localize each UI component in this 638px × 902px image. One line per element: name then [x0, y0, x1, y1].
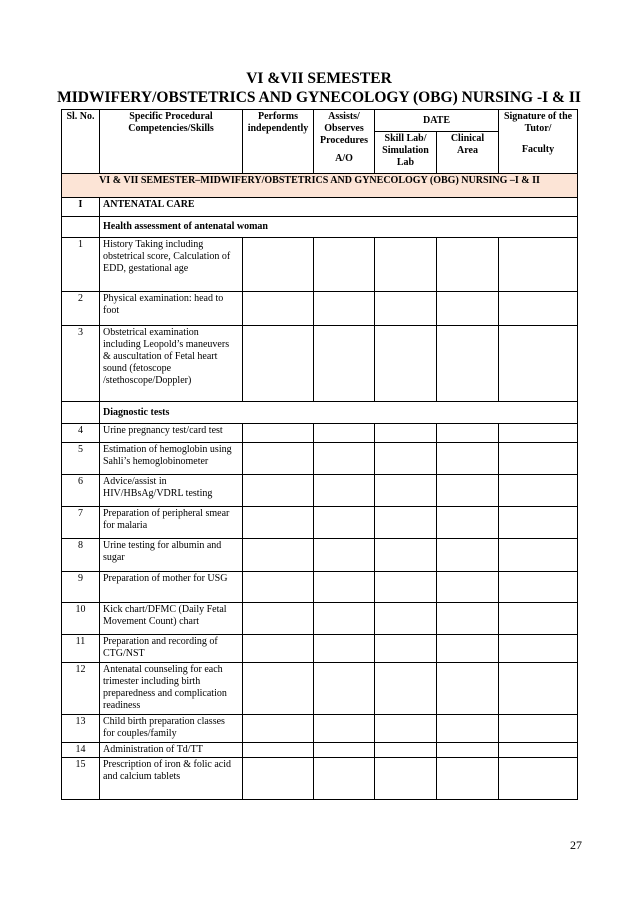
row-competency: Child birth preparation classes for couples/family	[100, 715, 243, 743]
signature-cell[interactable]	[499, 758, 578, 800]
row-competency: Preparation and recording of CTG/NST	[100, 635, 243, 663]
performs-cell[interactable]	[243, 539, 314, 572]
empty-cell	[62, 402, 100, 424]
row-number: 2	[62, 292, 100, 326]
subhead-row	[62, 402, 578, 424]
row-number: 14	[62, 743, 100, 758]
row-number: 10	[62, 603, 100, 635]
performs-cell[interactable]	[243, 424, 314, 443]
skill-lab-date-cell[interactable]	[375, 635, 437, 663]
row-number: 7	[62, 507, 100, 539]
clinical-date-cell[interactable]	[437, 424, 499, 443]
header-assists-code: A/O	[335, 153, 353, 164]
row-number: 12	[62, 663, 100, 715]
performs-cell[interactable]	[243, 572, 314, 603]
table-row	[62, 572, 578, 603]
section-number: I	[62, 198, 100, 217]
signature-cell[interactable]	[499, 715, 578, 743]
row-competency: Advice/assist in HIV/HBsAg/VDRL testing	[100, 475, 243, 507]
clinical-date-cell[interactable]	[437, 603, 499, 635]
header-row	[62, 110, 578, 132]
header-clinical-area: Clinical Area	[437, 132, 499, 174]
skill-lab-date-cell[interactable]	[375, 475, 437, 507]
skill-lab-date-cell[interactable]	[375, 238, 437, 292]
signature-cell[interactable]	[499, 238, 578, 292]
row-competency: History Taking including obstetrical score, Calculation of EDD, gestational age	[100, 238, 243, 292]
assists-cell[interactable]	[314, 715, 375, 743]
assists-cell[interactable]	[314, 238, 375, 292]
table-row	[62, 539, 578, 572]
skill-lab-date-cell[interactable]	[375, 758, 437, 800]
signature-cell[interactable]	[499, 603, 578, 635]
signature-cell[interactable]	[499, 572, 578, 603]
assists-cell[interactable]	[314, 572, 375, 603]
competency-log-table	[61, 109, 578, 800]
row-number: 1	[62, 238, 100, 292]
subhead-health: Health assessment of antenatal woman	[100, 217, 578, 238]
subhead-diagnostic: Diagnostic tests	[100, 402, 578, 424]
table-row	[62, 758, 578, 800]
assists-cell[interactable]	[314, 663, 375, 715]
row-competency: Administration of Td/TT	[100, 743, 243, 758]
header-signature-line2: Faculty	[521, 144, 555, 155]
clinical-date-cell[interactable]	[437, 758, 499, 800]
performs-cell[interactable]	[243, 635, 314, 663]
assists-cell[interactable]	[314, 635, 375, 663]
table-row	[62, 292, 578, 326]
clinical-date-cell[interactable]	[437, 443, 499, 475]
skill-lab-date-cell[interactable]	[375, 663, 437, 715]
skill-lab-date-cell[interactable]	[375, 443, 437, 475]
header-competency: Specific Procedural Competencies/Skills	[100, 110, 243, 174]
row-number: 6	[62, 475, 100, 507]
table-row	[62, 715, 578, 743]
row-competency: Urine pregnancy test/card test	[100, 424, 243, 443]
performs-cell[interactable]	[243, 758, 314, 800]
row-competency: Antenatal counseling for each trimester including birth preparedness and complication readiness	[100, 663, 243, 715]
header-sl-no: Sl. No.	[62, 110, 100, 174]
skill-lab-date-cell[interactable]	[375, 743, 437, 758]
semester-band-row	[62, 174, 578, 198]
signature-cell[interactable]	[499, 475, 578, 507]
clinical-date-cell[interactable]	[437, 635, 499, 663]
row-competency: Physical examination: head to foot	[100, 292, 243, 326]
skill-lab-date-cell[interactable]	[375, 424, 437, 443]
row-competency: Estimation of hemoglobin using Sahli’s hemoglobinometer	[100, 443, 243, 475]
row-number: 13	[62, 715, 100, 743]
clinical-date-cell[interactable]	[437, 539, 499, 572]
assists-cell[interactable]	[314, 424, 375, 443]
signature-cell[interactable]	[499, 424, 578, 443]
section-label: ANTENATAL CARE	[100, 198, 578, 217]
page-title-line2: MIDWIFERY/OBSTETRICS AND GYNECOLOGY (OBG) NURSING -I & II	[57, 89, 581, 106]
signature-cell[interactable]	[499, 635, 578, 663]
table-row	[62, 238, 578, 292]
performs-cell[interactable]	[243, 715, 314, 743]
assists-cell[interactable]	[314, 758, 375, 800]
signature-cell[interactable]	[499, 443, 578, 475]
header-signature	[499, 110, 578, 174]
signature-cell[interactable]	[499, 326, 578, 402]
assists-cell[interactable]	[314, 603, 375, 635]
empty-cell	[62, 217, 100, 238]
signature-cell[interactable]	[499, 539, 578, 572]
table-row	[62, 603, 578, 635]
performs-cell[interactable]	[243, 238, 314, 292]
semester-band: VI & VII SEMESTER–MIDWIFERY/OBSTETRICS AND GYNECOLOGY (OBG) NURSING –I & II	[62, 174, 578, 198]
signature-cell[interactable]	[499, 663, 578, 715]
assists-cell[interactable]	[314, 743, 375, 758]
assists-cell[interactable]	[314, 475, 375, 507]
skill-lab-date-cell[interactable]	[375, 507, 437, 539]
row-number: 11	[62, 635, 100, 663]
row-number: 15	[62, 758, 100, 800]
table-row	[62, 663, 578, 715]
section-row	[62, 198, 578, 217]
row-competency: Preparation of peripheral smear for malaria	[100, 507, 243, 539]
assists-cell[interactable]	[314, 539, 375, 572]
signature-cell[interactable]	[499, 292, 578, 326]
row-competency: Preparation of mother for USG	[100, 572, 243, 603]
clinical-date-cell[interactable]	[437, 572, 499, 603]
clinical-date-cell[interactable]	[437, 238, 499, 292]
skill-lab-date-cell[interactable]	[375, 326, 437, 402]
performs-cell[interactable]	[243, 475, 314, 507]
clinical-date-cell[interactable]	[437, 507, 499, 539]
header-date: DATE	[375, 110, 499, 132]
skill-lab-date-cell[interactable]	[375, 539, 437, 572]
performs-cell[interactable]	[243, 603, 314, 635]
assists-cell[interactable]	[314, 292, 375, 326]
header-assists	[314, 110, 375, 174]
clinical-date-cell[interactable]	[437, 292, 499, 326]
table-row	[62, 743, 578, 758]
page-title-line1: VI &VII SEMESTER	[246, 70, 392, 87]
header-skill-lab: Skill Lab/ Simulation Lab	[375, 132, 437, 174]
skill-lab-date-cell[interactable]	[375, 603, 437, 635]
skill-lab-date-cell[interactable]	[375, 292, 437, 326]
header-signature-line1: Signature of the Tutor/	[503, 111, 573, 134]
performs-cell[interactable]	[243, 743, 314, 758]
clinical-date-cell[interactable]	[437, 663, 499, 715]
page-number: 27	[570, 838, 582, 852]
row-number: 5	[62, 443, 100, 475]
signature-cell[interactable]	[499, 743, 578, 758]
performs-cell[interactable]	[243, 663, 314, 715]
skill-lab-date-cell[interactable]	[375, 572, 437, 603]
header-assists-label: Assists/ Observes Procedures	[320, 111, 368, 146]
row-number: 3	[62, 326, 100, 402]
row-competency: Urine testing for albumin and sugar	[100, 539, 243, 572]
row-number: 8	[62, 539, 100, 572]
row-competency: Prescription of iron & folic acid and calcium tablets	[100, 758, 243, 800]
assists-cell[interactable]	[314, 443, 375, 475]
clinical-date-cell[interactable]	[437, 743, 499, 758]
assists-cell[interactable]	[314, 507, 375, 539]
row-competency: Kick chart/DFMC (Daily Fetal Movement Count) chart	[100, 603, 243, 635]
clinical-date-cell[interactable]	[437, 475, 499, 507]
skill-lab-date-cell[interactable]	[375, 715, 437, 743]
table-row	[62, 635, 578, 663]
performs-cell[interactable]	[243, 292, 314, 326]
table-row	[62, 326, 578, 402]
row-number: 9	[62, 572, 100, 603]
table-row	[62, 475, 578, 507]
row-competency: Obstetrical examination including Leopold’s maneuvers & auscultation of Fetal heart sound (fetoscope /stethoscope/Doppler)	[100, 326, 243, 402]
clinical-date-cell[interactable]	[437, 715, 499, 743]
signature-cell[interactable]	[499, 507, 578, 539]
subhead-row	[62, 217, 578, 238]
performs-cell[interactable]	[243, 326, 314, 402]
table-row	[62, 443, 578, 475]
table-row	[62, 507, 578, 539]
header-performs: Performs independently	[243, 110, 314, 174]
table-row	[62, 424, 578, 443]
performs-cell[interactable]	[243, 507, 314, 539]
clinical-date-cell[interactable]	[437, 326, 499, 402]
row-number: 4	[62, 424, 100, 443]
performs-cell[interactable]	[243, 443, 314, 475]
assists-cell[interactable]	[314, 326, 375, 402]
